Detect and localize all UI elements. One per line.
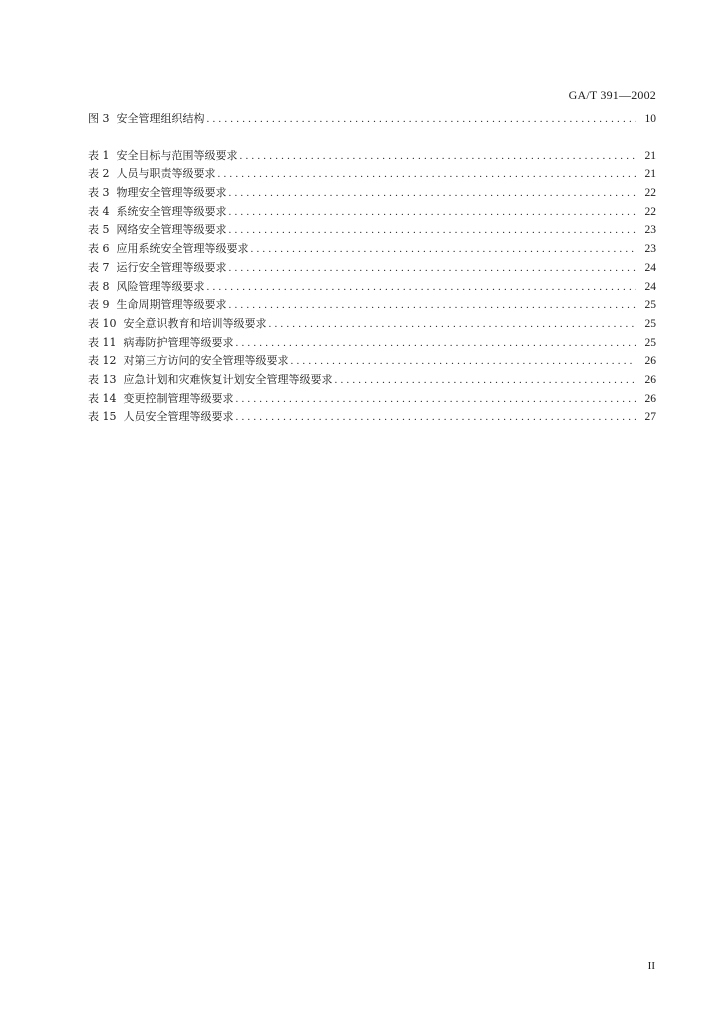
- toc-entry-prefix: 表 14: [88, 391, 117, 405]
- standard-code: GA/T 391—2002: [568, 88, 656, 102]
- toc-leader-dots: [207, 278, 637, 297]
- toc-entry-title: 系统安全管理等级要求: [116, 204, 227, 218]
- toc-entry-page: 23: [644, 224, 656, 237]
- toc-entry-prefix: 表 9: [88, 298, 110, 312]
- toc-entry-page: 25: [644, 299, 656, 312]
- toc-entry-page: 22: [644, 187, 656, 200]
- toc-leader-dots: [236, 390, 637, 409]
- toc-entry-title: 安全目标与范围等级要求: [116, 148, 238, 162]
- toc-entry-label: [88, 240, 251, 259]
- toc-leader-dots: [229, 296, 637, 315]
- toc-entry-label: [88, 259, 229, 278]
- toc-entry-page: 21: [644, 168, 656, 181]
- toc-entry-label: [88, 110, 207, 129]
- toc-entry-label: [88, 352, 291, 371]
- toc-entry-table-10[interactable]: [88, 315, 656, 334]
- toc-entry-page: 25: [644, 317, 656, 330]
- toc-entry-label: [88, 165, 218, 184]
- toc-entry-table-4[interactable]: [88, 203, 656, 222]
- toc-entry-title: 对第三方访问的安全管理等级要求: [123, 354, 289, 368]
- toc-leader-dots: [229, 184, 637, 203]
- toc-entry-title: 物理安全管理等级要求: [116, 186, 227, 200]
- toc-leader-dots: [236, 334, 637, 353]
- toc-entry-label: [88, 408, 236, 427]
- toc-entry-label: [88, 184, 229, 203]
- toc-entry-prefix: 表 7: [88, 260, 110, 274]
- toc-entry-title: 应用系统安全管理等级要求: [116, 242, 249, 256]
- toc-leader-dots: [229, 203, 637, 222]
- toc-entry-prefix: 表 2: [88, 167, 110, 181]
- toc-entry-label: [88, 147, 240, 166]
- toc-leader-dots: [236, 408, 637, 427]
- toc-leader-dots: [291, 352, 637, 371]
- page-number: II: [647, 960, 655, 972]
- toc-leader-dots: [269, 315, 637, 334]
- toc-entry-label: [88, 390, 236, 409]
- toc-entry-page: 25: [644, 336, 656, 349]
- toc-leader-dots: [251, 240, 637, 259]
- toc-entry-prefix: 表 12: [88, 354, 117, 368]
- toc-entry-label: [88, 203, 229, 222]
- toc-entry-table-1[interactable]: [88, 147, 656, 166]
- toc-entry-title: 安全管理组织结构: [116, 112, 205, 125]
- toc-entry-table-14[interactable]: [88, 390, 656, 409]
- toc-entry-page: 27: [644, 411, 656, 424]
- toc-entry-prefix: 图 3: [88, 112, 110, 125]
- toc-entry-title: 生命周期管理等级要求: [116, 298, 227, 312]
- toc-entry-title: 人员与职责等级要求: [116, 167, 216, 181]
- toc-entry-label: [88, 278, 207, 297]
- toc-entry-figure-3[interactable]: [88, 110, 656, 129]
- toc-entry-title: 网络安全管理等级要求: [116, 223, 227, 237]
- toc-entry-page: 24: [644, 280, 656, 293]
- toc-entry-label: [88, 315, 269, 334]
- toc-entry-table-11[interactable]: [88, 334, 656, 353]
- toc-entry-page: 21: [644, 149, 656, 162]
- table-of-contents: [88, 110, 656, 427]
- toc-entry-page: 23: [644, 243, 656, 256]
- toc-entry-table-8[interactable]: [88, 278, 656, 297]
- toc-entry-page: 10: [644, 113, 656, 125]
- toc-entry-page: 22: [644, 205, 656, 218]
- toc-entry-page: 26: [644, 373, 656, 386]
- toc-entry-table-15[interactable]: [88, 408, 656, 427]
- toc-entry-page: 26: [644, 392, 656, 405]
- toc-tables-list: [88, 147, 656, 427]
- toc-entry-table-12[interactable]: [88, 352, 656, 371]
- toc-entry-label: [88, 371, 335, 390]
- toc-entry-page: 24: [644, 261, 656, 274]
- toc-entry-table-2[interactable]: [88, 165, 656, 184]
- toc-entry-prefix: 表 11: [88, 335, 117, 349]
- toc-leader-dots: [218, 165, 637, 184]
- toc-entry-table-7[interactable]: [88, 259, 656, 278]
- toc-entry-title: 变更控制管理等级要求: [123, 391, 234, 405]
- toc-leader-dots: [207, 110, 637, 129]
- toc-entry-title: 风险管理等级要求: [116, 279, 205, 293]
- toc-entry-prefix: 表 4: [88, 204, 110, 218]
- toc-entry-prefix: 表 10: [88, 316, 117, 330]
- toc-entry-title: 病毒防护管理等级要求: [123, 335, 234, 349]
- toc-entry-prefix: 表 3: [88, 186, 110, 200]
- toc-figures-list: [88, 110, 656, 129]
- toc-entry-prefix: 表 5: [88, 223, 110, 237]
- toc-entry-table-3[interactable]: [88, 184, 656, 203]
- toc-entry-page: 26: [644, 355, 656, 368]
- toc-entry-label: [88, 221, 229, 240]
- toc-entry-title: 运行安全管理等级要求: [116, 260, 227, 274]
- toc-entry-prefix: 表 8: [88, 279, 110, 293]
- toc-entry-table-5[interactable]: [88, 221, 656, 240]
- toc-entry-prefix: 表 15: [88, 410, 117, 424]
- toc-entry-table-9[interactable]: [88, 296, 656, 315]
- toc-entry-table-6[interactable]: [88, 240, 656, 259]
- toc-entry-prefix: 表 6: [88, 242, 110, 256]
- toc-leader-dots: [335, 371, 637, 390]
- toc-entry-table-13[interactable]: [88, 371, 656, 390]
- toc-entry-prefix: 表 1: [88, 148, 110, 162]
- toc-leader-dots: [240, 147, 637, 166]
- toc-entry-prefix: 表 13: [88, 372, 117, 386]
- toc-entry-label: [88, 296, 229, 315]
- toc-entry-title: 应急计划和灾难恢复计划安全管理等级要求: [123, 372, 333, 386]
- toc-entry-title: 安全意识教育和培训等级要求: [123, 316, 267, 330]
- toc-entry-title: 人员安全管理等级要求: [123, 410, 234, 424]
- toc-entry-label: [88, 334, 236, 353]
- toc-leader-dots: [229, 259, 637, 278]
- toc-leader-dots: [229, 221, 637, 240]
